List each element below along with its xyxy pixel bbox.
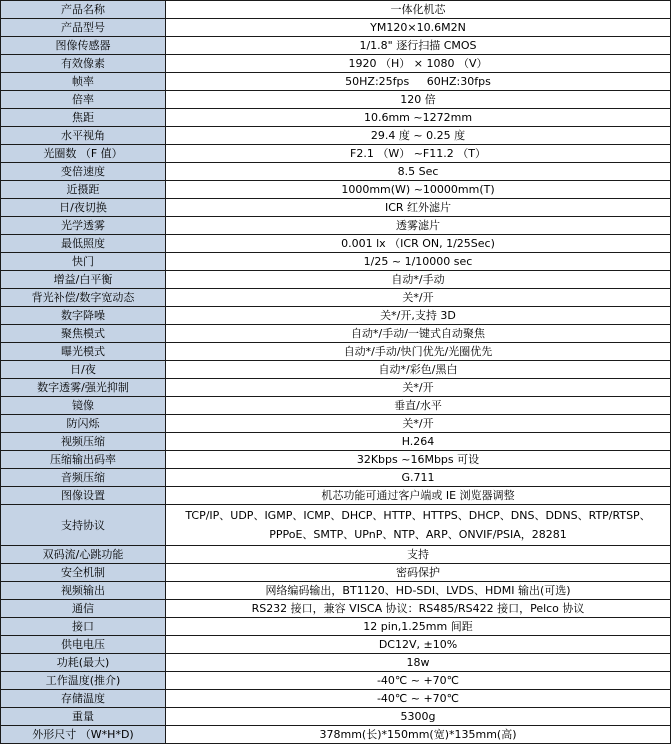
spec-label: 曝光模式 (1, 343, 166, 361)
spec-value: 8.5 Sec (166, 163, 671, 181)
table-row (1, 127, 671, 145)
table-row (1, 289, 671, 307)
spec-value: 自动*/手动/一键式自动聚焦 (166, 325, 671, 343)
spec-value: 关*/开 (166, 415, 671, 433)
spec-value: DC12V, ±10% (166, 636, 671, 654)
table-row (1, 546, 671, 564)
spec-label: 水平视角 (1, 127, 166, 145)
table-row (1, 672, 671, 690)
table-row (1, 451, 671, 469)
spec-label: 双码流/心跳功能 (1, 546, 166, 564)
table-row (1, 343, 671, 361)
table-row (1, 505, 671, 546)
spec-value: 5300g (166, 708, 671, 726)
spec-value: 29.4 度 ~ 0.25 度 (166, 127, 671, 145)
spec-label: 音频压缩 (1, 469, 166, 487)
spec-label: 镜像 (1, 397, 166, 415)
table-row (1, 73, 671, 91)
table-row (1, 325, 671, 343)
spec-value: 支持 (166, 546, 671, 564)
spec-label: 重量 (1, 708, 166, 726)
spec-value: -40℃ ~ +70℃ (166, 672, 671, 690)
spec-label: 产品名称 (1, 1, 166, 19)
spec-value: 密码保护 (166, 564, 671, 582)
table-row (1, 163, 671, 181)
table-row (1, 636, 671, 654)
spec-value: YM120×10.6M2N (166, 19, 671, 37)
table-row (1, 253, 671, 271)
table-row (1, 726, 671, 744)
spec-value: 50HZ:25fps 60HZ:30fps (166, 73, 671, 91)
spec-label: 变倍速度 (1, 163, 166, 181)
spec-value: 关*/开,支持 3D (166, 307, 671, 325)
table-row (1, 19, 671, 37)
spec-value: 378mm(长)*150mm(宽)*135mm(高) (166, 726, 671, 744)
spec-label: 最低照度 (1, 235, 166, 253)
spec-value: TCP/IP、UDP、IGMP、ICMP、DHCP、HTTP、HTTPS、DHCP、DNS、DDNS、RTP/RTSP、PPPoE、SMTP、UPnP、NTP、ARP、ONVIF/PSIA，28281 (166, 505, 671, 546)
spec-value: 垂直/水平 (166, 397, 671, 415)
spec-label: 视频输出 (1, 582, 166, 600)
spec-value: 关*/开 (166, 289, 671, 307)
table-row (1, 181, 671, 199)
table-row (1, 361, 671, 379)
table-row (1, 199, 671, 217)
spec-label: 数字降噪 (1, 307, 166, 325)
table-row (1, 145, 671, 163)
spec-value: 10.6mm ~1272mm (166, 109, 671, 127)
spec-label: 有效像素 (1, 55, 166, 73)
spec-label: 光学透雾 (1, 217, 166, 235)
spec-label: 通信 (1, 600, 166, 618)
spec-value: 120 倍 (166, 91, 671, 109)
spec-label: 存储温度 (1, 690, 166, 708)
spec-value: RS232 接口，兼容 VISCA 协议：RS485/RS422 接口，Pelco 协议 (166, 600, 671, 618)
spec-value: 机芯功能可通过客户端或 IE 浏览器调整 (166, 487, 671, 505)
spec-label: 光圈数 （F 值） (1, 145, 166, 163)
spec-value: 18w (166, 654, 671, 672)
spec-label: 增益/白平衡 (1, 271, 166, 289)
spec-label: 图像传感器 (1, 37, 166, 55)
spec-table-body (1, 1, 671, 744)
spec-label: 日/夜 (1, 361, 166, 379)
spec-value: 透雾滤片 (166, 217, 671, 235)
spec-value: 1/25 ~ 1/10000 sec (166, 253, 671, 271)
table-row (1, 271, 671, 289)
spec-label: 焦距 (1, 109, 166, 127)
spec-label: 聚焦模式 (1, 325, 166, 343)
spec-value: 自动*/手动/快门优先/光圈优先 (166, 343, 671, 361)
spec-label: 防闪烁 (1, 415, 166, 433)
spec-value: 一体化机芯 (166, 1, 671, 19)
spec-label: 快门 (1, 253, 166, 271)
spec-value: 自动*/手动 (166, 271, 671, 289)
table-row (1, 217, 671, 235)
spec-label: 外形尺寸 （W*H*D) (1, 726, 166, 744)
spec-value: G.711 (166, 469, 671, 487)
table-row (1, 708, 671, 726)
table-row (1, 109, 671, 127)
spec-value: 关*/开 (166, 379, 671, 397)
table-row (1, 379, 671, 397)
spec-label: 供电电压 (1, 636, 166, 654)
spec-value: H.264 (166, 433, 671, 451)
table-row (1, 487, 671, 505)
spec-value: 0.001 lx （ICR ON, 1/25Sec) (166, 235, 671, 253)
spec-label: 帧率 (1, 73, 166, 91)
spec-value: -40℃ ~ +70℃ (166, 690, 671, 708)
spec-value: ICR 红外滤片 (166, 199, 671, 217)
spec-value: 网络编码输出，BT1120、HD-SDI、LVDS、HDMI 输出(可选) (166, 582, 671, 600)
table-row (1, 433, 671, 451)
spec-label: 图像设置 (1, 487, 166, 505)
table-row (1, 654, 671, 672)
spec-label: 支持协议 (1, 505, 166, 546)
table-row (1, 235, 671, 253)
spec-label: 接口 (1, 618, 166, 636)
spec-label: 近摄距 (1, 181, 166, 199)
table-row (1, 469, 671, 487)
spec-label: 压缩输出码率 (1, 451, 166, 469)
spec-value: 12 pin,1.25mm 间距 (166, 618, 671, 636)
spec-value: 1000mm(W) ~10000mm(T) (166, 181, 671, 199)
spec-label: 数字透雾/强光抑制 (1, 379, 166, 397)
table-row (1, 618, 671, 636)
spec-value: 1920 （H） × 1080 （V） (166, 55, 671, 73)
spec-label: 产品型号 (1, 19, 166, 37)
table-row (1, 1, 671, 19)
table-row (1, 564, 671, 582)
spec-label: 倍率 (1, 91, 166, 109)
spec-value: 自动*/彩色/黑白 (166, 361, 671, 379)
spec-value: 32Kbps ~16Mbps 可设 (166, 451, 671, 469)
table-row (1, 690, 671, 708)
spec-value: F2.1 （W） ~F11.2 （T） (166, 145, 671, 163)
spec-value: 1/1.8" 逐行扫描 CMOS (166, 37, 671, 55)
table-row (1, 397, 671, 415)
spec-label: 背光补偿/数字宽动态 (1, 289, 166, 307)
table-row (1, 307, 671, 325)
table-row (1, 600, 671, 618)
table-row (1, 582, 671, 600)
spec-label: 日/夜切换 (1, 199, 166, 217)
table-row (1, 91, 671, 109)
spec-label: 功耗(最大) (1, 654, 166, 672)
spec-label: 安全机制 (1, 564, 166, 582)
table-row (1, 37, 671, 55)
spec-label: 视频压缩 (1, 433, 166, 451)
table-row (1, 415, 671, 433)
table-row (1, 55, 671, 73)
spec-label: 工作温度(推介) (1, 672, 166, 690)
